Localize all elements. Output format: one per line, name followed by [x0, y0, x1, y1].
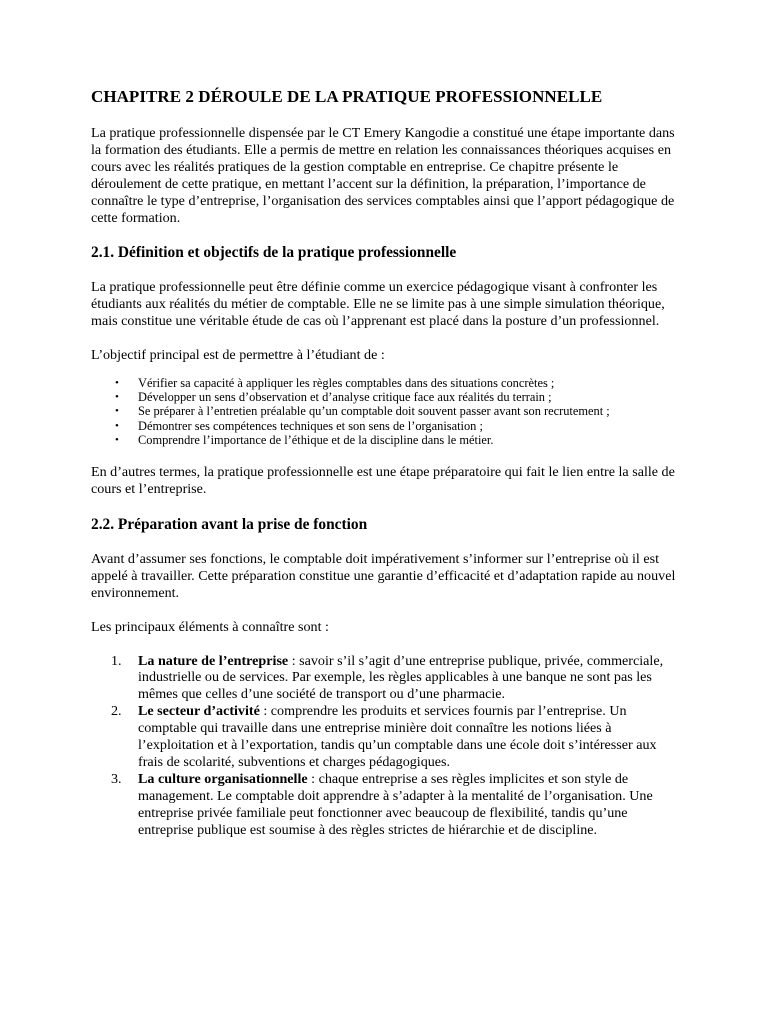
bullet-icon: • — [115, 419, 119, 432]
list-item: • Développer un sens d’observation et d’analyse critique face aux réalités du terrain ; — [115, 390, 552, 405]
list-item: • Vérifier sa capacité à appliquer les règles comptables dans des situations concrètes ; — [115, 376, 555, 391]
elements-list — [91, 653, 681, 839]
elements-intro: Les principaux éléments à connaître sont : — [91, 618, 329, 635]
element-term: La nature de l’entreprise — [138, 652, 289, 669]
document-page — [91, 86, 681, 838]
list-item — [111, 703, 681, 771]
objectives-list — [91, 376, 681, 447]
list-item — [111, 652, 681, 704]
list-item: • Se préparer à l’entretien préalable qu’un comptable doit souvent passer avant son recrutement ; — [115, 404, 610, 419]
bullet-icon: • — [115, 405, 119, 418]
bullet-icon: • — [115, 391, 119, 404]
section-2-1-conclusion: En d’autres termes, la pratique professionnelle est une étape préparatoire qui fait le lien entre la salle de cours et l’entreprise. — [91, 464, 675, 497]
element-text: : savoir s’il s’agit d’une entreprise publique, privée, commerciale, industrielle ou de services. Par exemple, les règles applicables à une banque ne sont pas les mêmes que celles d’une société de transport ou d’une pharmacie. — [138, 652, 664, 703]
bullet-icon: • — [115, 433, 119, 446]
list-number: 2. — [111, 703, 122, 720]
section-2-1-paragraph: La pratique professionnelle peut être définie comme un exercice pédagogique visant à confronter les étudiants aux réalités du métier de comptable. Elle ne se limite pas à une simple simulation théorique, mais constitue une véritable étude de cas où l’apprenant est placé dans la posture d’un professionnel. — [91, 279, 665, 330]
objective-intro: L’objectif principal est de permettre à l’étudiant de : — [91, 347, 385, 364]
list-item: • Démontrer ses compétences techniques et son sens de l’organisation ; — [115, 418, 483, 433]
list-number: 3. — [111, 770, 122, 787]
bullet-icon: • — [115, 377, 119, 390]
chapter-intro-paragraph: La pratique professionnelle dispensée par le CT Emery Kangodie a constitué une étape importante dans la formation des étudiants. Elle a permis de mettre en relation les connaissances théoriques acquises en cours avec les réalités pratiques de la gestion comptable en entreprise. Ce chapitre présente le déroulement de cette pratique, en mettant l’accent sur la définition, la préparation, l’importance de connaître le type d’entreprise, l’organisation des services comptables ainsi que l’apport pédagogique de cette formation. — [91, 125, 675, 226]
section-2-2-paragraph: Avant d’assumer ses fonctions, le comptable doit impérativement s’informer sur l’entreprise où il est appelé à travailler. Cette préparation constitue une garantie d’efficacité et d’adaptation rapide au nouvel environnement. — [91, 550, 676, 601]
chapter-title: CHAPITRE 2 DÉROULE DE LA PRATIQUE PROFESSIONNELLE — [91, 87, 603, 106]
section-2-1-heading: 2.1. Définition et objectifs de la pratique professionnelle — [91, 244, 457, 262]
element-term: Le secteur d’activité — [138, 703, 260, 720]
element-text: : chaque entreprise a ses règles implicites et son style de management. Le comptable doit apprendre à s’adapter à la mentalité de l’organisation. Une entreprise privée familiale peut fonctionner avec beaucoup de flexibilité, tandis qu’une entreprise publique est soumise à des règles strictes de hiérarchie et de discipline. — [138, 770, 653, 838]
element-text: : comprendre les produits et services fournis par l’entreprise. Un comptable qui travaille dans une entreprise minière doit connaître les notions liées à l’exploitation et à l’exportation, tandis qu’un comptable dans une école doit s’intéresser aux frais de scolarité, subventions et charges pédagogiques. — [138, 703, 657, 770]
list-item: • Comprendre l’importance de l’éthique et de la discipline dans le métier. — [115, 432, 494, 447]
list-number: 1. — [111, 652, 122, 669]
list-item — [111, 770, 681, 839]
element-term: La culture organisationnelle — [138, 770, 308, 787]
section-2-2-heading: 2.2. Préparation avant la prise de fonction — [91, 515, 368, 533]
